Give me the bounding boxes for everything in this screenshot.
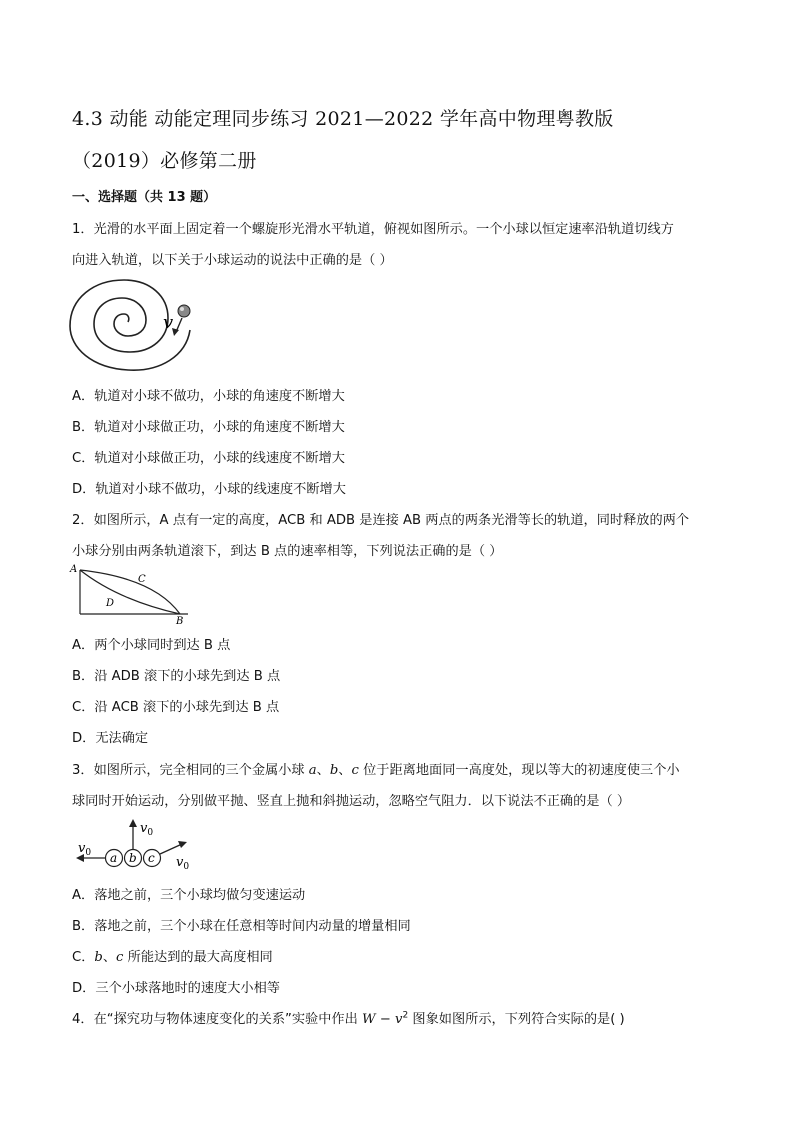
q1-stem-line-1: 1．光滑的水平面上固定着一个螺旋形光滑水平轨道，俯视如图所示。一个小球以恒定速率沿轨道切线方: [72, 222, 674, 237]
q3-var-b: b: [329, 763, 339, 778]
q2-option-a: A．两个小球同时到达 B 点: [72, 638, 231, 653]
v0-label-up: $v_0$: [140, 821, 154, 838]
q1-stem-line-2: 向进入轨道，以下关于小球运动的说法中正确的是（ ）: [72, 253, 393, 268]
v0-label-oblique: $v_0$: [176, 855, 190, 872]
ball-c-label: c: [148, 851, 155, 865]
q2-option-c: C．沿 ACB 滚下的小球先到达 B 点: [72, 700, 280, 715]
point-d-label: D: [106, 598, 115, 609]
q1-option-c: C．轨道对小球做正功，小球的线速度不断增大: [72, 451, 345, 466]
q3-option-c: [72, 946, 273, 965]
velocity-label: v: [163, 312, 174, 333]
q4-stem: [72, 1008, 625, 1027]
point-c-label: C: [138, 574, 146, 585]
q3-stem-line-2: 球同时开始运动，分别做平抛、竖直上抛和斜抛运动，忽略空气阻力．以下说法不正确的是（ ）: [72, 794, 631, 809]
q3-three-balls-figure: [70, 816, 200, 872]
q4-stem-text: 图象如图所示，下列符合实际的是( ): [408, 1012, 625, 1027]
q1-spiral-track-figure: [68, 278, 198, 374]
q3-option-d: D．三个小球落地时的速度大小相等: [72, 981, 280, 996]
point-b-label: B: [176, 616, 184, 626]
q4-formula-exponent: 2: [402, 1010, 409, 1021]
q3-stem-text: 3．如图所示，完全相同的三个金属小球: [72, 763, 309, 778]
q3-option-c-var-c: c: [116, 950, 124, 965]
q3-var-a: a: [308, 763, 317, 778]
document-title-line-1: 4.3 动能 动能定理同步练习 2021—2022 学年高中物理粤教版: [72, 108, 614, 130]
document-title-line-2: （2019）必修第二册: [72, 150, 257, 172]
q2-option-b: B．沿 ADB 滚下的小球先到达 B 点: [72, 669, 281, 684]
q1-option-b: B．轨道对小球做正功，小球的角速度不断增大: [72, 420, 345, 435]
q2-option-d: D．无法确定: [72, 731, 149, 746]
v0-label-left: $v_0$: [78, 841, 92, 858]
q2-stem-line-2: 小球分别由两条轨道滚下，到达 B 点的速率相等，下列说法正确的是（ ）: [72, 544, 503, 559]
q1-option-a: A．轨道对小球不做功，小球的角速度不断增大: [72, 389, 345, 404]
q3-separator: 、: [338, 763, 352, 778]
ball-a-label: a: [110, 851, 118, 865]
q2-tracks-figure: [66, 560, 192, 626]
track-acb: [80, 570, 180, 614]
arrow-oblique: [160, 844, 182, 854]
q1-option-d: D．轨道对小球不做功，小球的线速度不断增大: [72, 482, 346, 497]
point-a-label: A: [70, 564, 78, 575]
q3-var-c: c: [351, 763, 359, 778]
q3-option-c-text: 所能达到的最大高度相同: [123, 950, 273, 965]
q3-option-c-prefix: C．: [72, 950, 95, 965]
q3-stem-line-1: [72, 759, 680, 778]
section-heading: 一、选择题（共 13 题）: [72, 190, 217, 205]
ball: [178, 305, 190, 317]
q4-formula: W − v: [362, 1012, 403, 1027]
q3-option-b: B．落地之前，三个小球在任意相等时间内动量的增量相同: [72, 919, 411, 934]
q3-option-c-separator: 、: [102, 950, 117, 965]
q3-separator: 、: [316, 763, 330, 778]
q3-option-a: A．落地之前，三个小球均做匀变速运动: [72, 888, 306, 903]
q4-stem-text: 4．在“探究功与物体速度变化的关系”实验中作出: [72, 1012, 362, 1027]
track-adb: [80, 570, 180, 614]
q2-stem-line-1: 2．如图所示，A 点有一定的高度，ACB 和 ADB 是连接 AB 两点的两条光滑等长的轨道，同时释放的两个: [72, 513, 690, 528]
ball-b-label: b: [129, 851, 137, 865]
q3-option-c-var-b: b: [94, 950, 103, 965]
q3-stem-text: 位于距离地面同一高度处，现以等大的初速度使三个小: [358, 763, 680, 778]
